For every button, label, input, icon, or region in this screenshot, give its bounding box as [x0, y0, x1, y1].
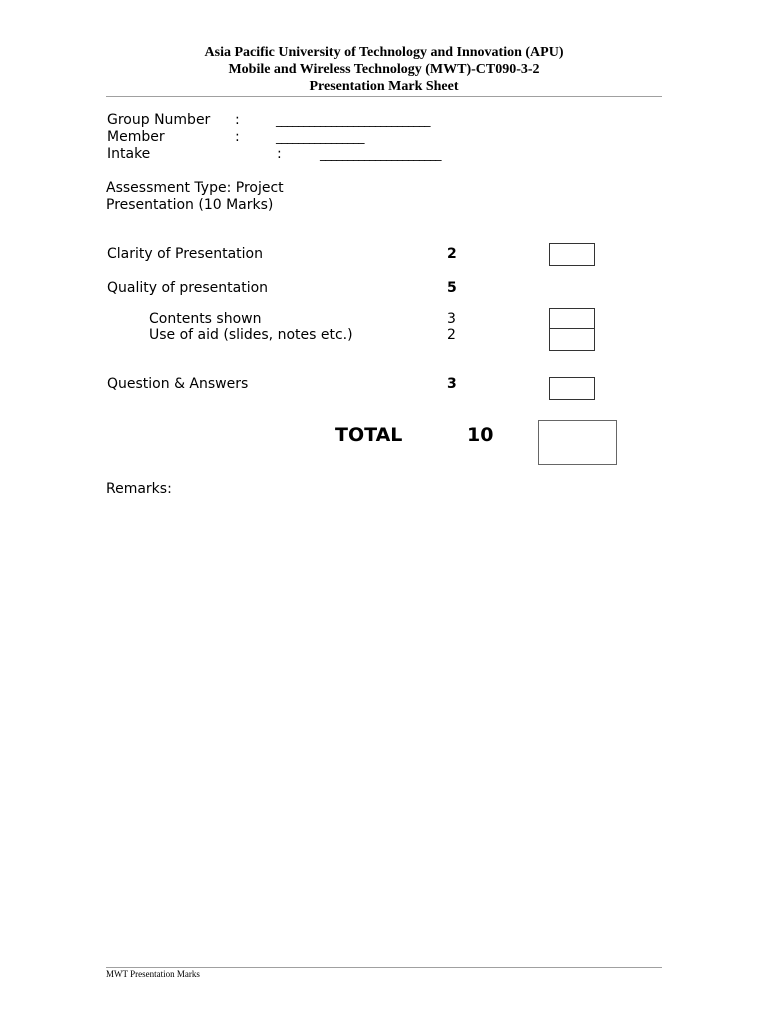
- remarks-label: Remarks:: [106, 481, 172, 497]
- member-label: Member: [107, 129, 165, 145]
- contents-marks: 3: [447, 311, 456, 327]
- group-number-label: Group Number: [107, 112, 211, 128]
- intake-colon: :: [277, 146, 282, 162]
- intake-blank: ______________________: [320, 147, 441, 161]
- aid-marks: 2: [447, 327, 456, 343]
- contents-label: Contents shown: [149, 311, 262, 327]
- qa-label: Question & Answers: [107, 376, 249, 392]
- quality-marks: 5: [447, 280, 457, 296]
- footer-divider: [106, 967, 662, 968]
- intake-label: Intake: [107, 146, 151, 162]
- assessment-type-line1: Assessment Type: Project: [106, 180, 284, 196]
- member-colon: :: [235, 129, 240, 145]
- clarity-marks: 2: [447, 246, 457, 262]
- module-title: Mobile and Wireless Technology (MWT)-CT090-3-2: [228, 62, 540, 77]
- footer-text: MWT Presentation Marks: [106, 969, 200, 979]
- total-label: TOTAL: [335, 424, 403, 446]
- qa-marks: 3: [447, 376, 457, 392]
- assessment-type-line2: Presentation (10 Marks): [106, 197, 274, 213]
- university-title: Asia Pacific University of Technology and Innovation (APU): [204, 45, 564, 60]
- clarity-score-box[interactable]: [549, 243, 595, 266]
- total-score-box[interactable]: [538, 420, 617, 465]
- clarity-label: Clarity of Presentation: [107, 246, 263, 262]
- sheet-title: Presentation Mark Sheet: [309, 79, 459, 94]
- member-blank: ________________: [276, 130, 364, 144]
- contents-score-box[interactable]: [549, 308, 595, 330]
- qa-score-box[interactable]: [549, 377, 595, 400]
- group-number-colon: :: [235, 112, 240, 128]
- total-marks: 10: [467, 424, 494, 446]
- header-divider: [106, 96, 662, 97]
- aid-label: Use of aid (slides, notes etc.): [149, 327, 353, 343]
- aid-score-box[interactable]: [549, 328, 595, 351]
- group-number-blank: ____________________________: [276, 113, 430, 127]
- quality-label: Quality of presentation: [107, 280, 269, 296]
